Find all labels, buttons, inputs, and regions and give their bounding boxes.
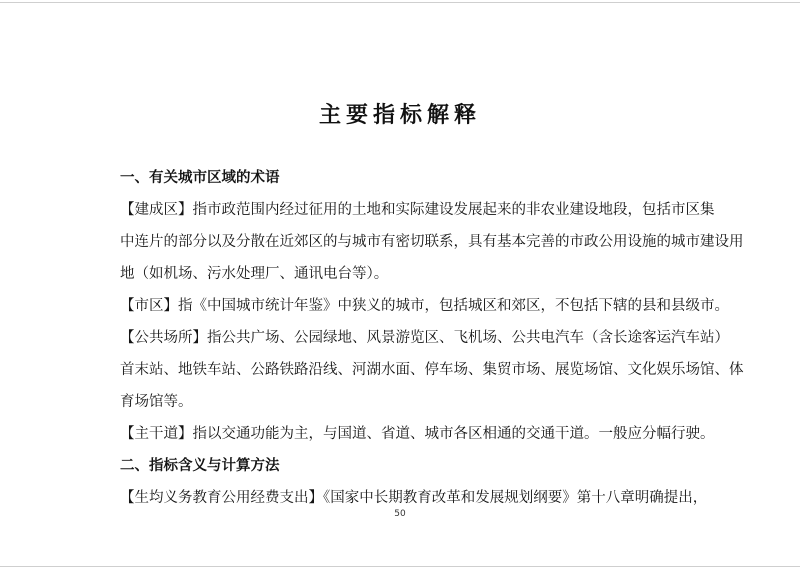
paragraph-built-up-area-line-2: 中连片的部分以及分散在近郊区的与城市有密切联系，具有基本完善的市政公用设施的城市建设用 [120, 234, 744, 250]
scan-bottom-edge [0, 566, 800, 567]
scan-top-edge [0, 2, 800, 3]
paragraph-education-expenditure: 【生均义务教育公用经费支出】《国家中长期教育改革和发展规划纲要》第十八章明确提出， [120, 490, 708, 506]
paragraph-built-up-area-line-3: 地（如机场、污水处理厂、通讯电台等）。 [120, 266, 389, 282]
paragraph-main-road: 【主干道】指以交通功能为主，与国道、省道、城市各区相通的交通干道。一般应分幅行驶。 [120, 426, 715, 442]
page-number: 50 [394, 509, 406, 519]
paragraph-public-places-line-3: 育场馆等。 [120, 394, 193, 410]
section-heading-2: 二、指标含义与计算方法 [120, 458, 280, 474]
paragraph-built-up-area-line-1: 【建成区】指市政范围内经过征用的土地和实际建设发展起来的非农业建设地段，包括市区集 [120, 202, 715, 218]
section-heading-1: 一、有关城市区域的术语 [120, 170, 280, 186]
paragraph-public-places-line-1: 【公共场所】指公共广场、公园绿地、风景游览区、飞机场、公共电汽车（含长途客运汽车站） [120, 330, 729, 346]
paragraph-public-places-line-2: 首末站、地铁车站、公路铁路沿线、河湖水面、停车场、集贸市场、展览场馆、文化娱乐场馆、体 [120, 362, 744, 378]
page-title: 主要指标解释 [318, 103, 481, 128]
paragraph-urban-district: 【市区】指《中国城市统计年鉴》中狭义的城市，包括城区和郊区，不包括下辖的县和县级市。 [120, 298, 729, 314]
